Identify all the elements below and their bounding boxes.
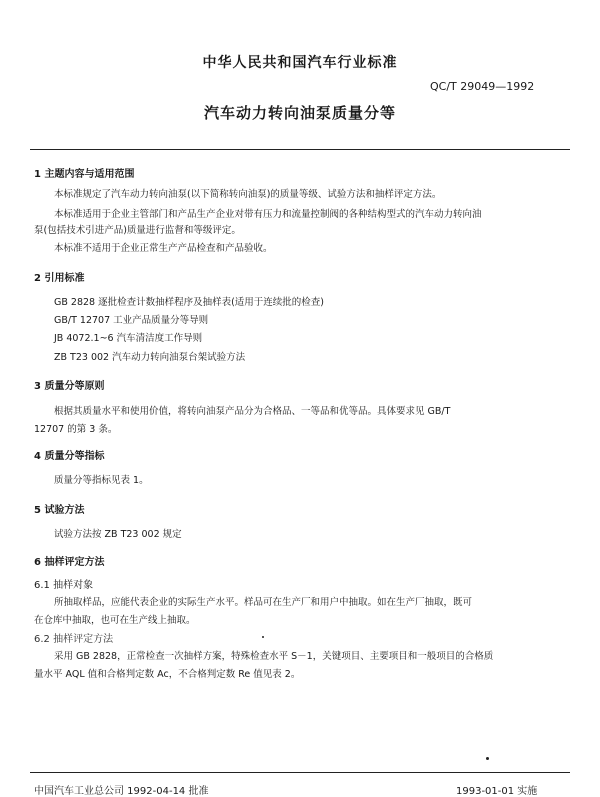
section-3-heading: 3 质量分等原则 bbox=[34, 381, 105, 392]
section-3-paragraph-line-2: 12707 的第 3 条。 bbox=[34, 424, 118, 435]
subsection-6-1-heading: 6.1 抽样对象 bbox=[34, 580, 94, 591]
section-1-paragraph-2-line-1: 本标准适用于企业主管部门和产品生产企业对带有压力和流量控制阀的各种结构型式的汽车动力转向油 bbox=[54, 209, 482, 220]
document-title: 汽车动力转向油泵质量分等 bbox=[203, 104, 396, 122]
subsection-6-2-paragraph-line-1: 采用 GB 2828，正常检查一次抽样方案，特殊检查水平 S－1，关键项目、主要项目和一般项目的合格质 bbox=[54, 651, 494, 662]
section-6-heading: 6 抽样评定方法 bbox=[34, 557, 105, 568]
footer-divider bbox=[30, 772, 570, 773]
section-1-heading: 1 主题内容与适用范围 bbox=[34, 169, 135, 180]
subsection-6-2-paragraph-line-2: 量水平 AQL 值和合格判定数 Ac，不合格判定数 Re 值见表 2。 bbox=[34, 669, 301, 680]
section-1-paragraph-3: 本标准不适用于企业正常生产产品检查和产品验收。 bbox=[54, 243, 273, 254]
reference-item: JB 4072.1~6 汽车清洁度工作导则 bbox=[54, 333, 203, 344]
reference-item: GB/T 12707 工业产品质量分等导则 bbox=[54, 315, 209, 326]
standard-title: 中华人民共和国汽车行业标准 bbox=[202, 55, 398, 71]
standard-code: QC/T 29049—1992 bbox=[430, 80, 535, 93]
reference-item: GB 2828 逐批检查计数抽样程序及抽样表(适用于连续批的检查) bbox=[54, 297, 325, 308]
section-4-heading: 4 质量分等指标 bbox=[34, 451, 105, 462]
section-2-heading: 2 引用标准 bbox=[34, 273, 85, 284]
section-1-paragraph-1: 本标准规定了汽车动力转向油泵(以下简称转向油泵)的质量等级、试验方法和抽样评定方法。 bbox=[54, 189, 442, 200]
implementation-date: 1993-01-01 实施 bbox=[456, 786, 538, 797]
subsection-6-1-paragraph-line-1: 所抽取样品，应能代表企业的实际生产水平。样品可在生产厂和用户中抽取。如在生产厂抽取，既可 bbox=[54, 597, 473, 608]
section-1-paragraph-2-line-2: 泵(包括技术引进产品)质量进行监督和等级评定。 bbox=[34, 225, 241, 236]
section-5-heading: 5 试验方法 bbox=[34, 505, 85, 516]
reference-item: ZB T23 002 汽车动力转向油泵台架试验方法 bbox=[54, 352, 246, 363]
approval-note: 中国汽车工业总公司 1992-04-14 批准 bbox=[34, 786, 209, 797]
scan-speck bbox=[262, 636, 264, 638]
subsection-6-1-paragraph-line-2: 在仓库中抽取，也可在生产线上抽取。 bbox=[34, 615, 196, 626]
subsection-6-2-heading: 6.2 抽样评定方法 bbox=[34, 634, 114, 645]
section-4-paragraph: 质量分等指标见表 1。 bbox=[54, 475, 149, 486]
section-3-paragraph-line-1: 根据其质量水平和使用价值，将转向油泵产品分为合格品、一等品和优等品。具体要求见 GB/T bbox=[54, 406, 451, 417]
header-divider bbox=[30, 149, 570, 150]
section-5-paragraph: 试验方法按 ZB T23 002 规定 bbox=[54, 529, 182, 540]
scan-speck bbox=[486, 757, 489, 760]
